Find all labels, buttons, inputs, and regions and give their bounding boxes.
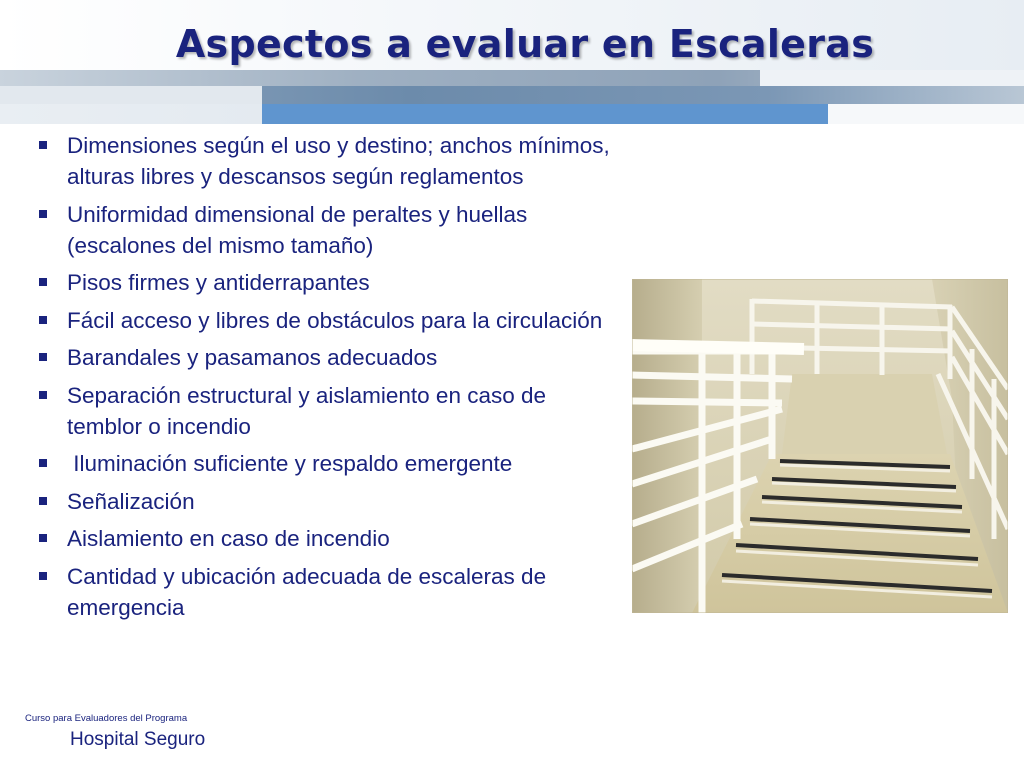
bullet-item	[36, 342, 616, 373]
bullet-item	[36, 380, 616, 442]
bullet-text: Uniformidad dimensional de peraltes y huellas (escalones del mismo tamaño)	[67, 201, 528, 258]
bullet-item	[36, 199, 616, 261]
program-logo	[22, 712, 262, 762]
course-caption: Curso para Evaluadores del Programa	[25, 713, 188, 724]
square-bullet-icon	[39, 353, 47, 361]
square-bullet-icon	[39, 534, 47, 542]
bullet-text: Separación estructural y aislamiento en caso de temblor o incendio	[67, 382, 547, 439]
banner-accent-bar	[262, 104, 828, 124]
square-bullet-icon	[39, 459, 47, 467]
bullet-item	[36, 486, 616, 517]
bullet-item	[36, 267, 616, 298]
square-bullet-icon	[39, 141, 47, 149]
bullet-text: Fácil acceso y libres de obstáculos para la circulación	[67, 307, 603, 333]
bullet-text: Barandales y pasamanos adecuados	[67, 345, 438, 370]
bullet-list	[36, 130, 616, 629]
square-bullet-icon	[39, 572, 47, 580]
square-bullet-icon	[39, 497, 47, 505]
square-bullet-icon	[39, 316, 47, 324]
bullet-item	[36, 523, 616, 554]
bullet-item	[36, 305, 616, 336]
slide-title: Aspectos a evaluar en Escaleras	[175, 22, 875, 66]
bullet-text: Cantidad y ubicación adecuada de escaleras de emergencia	[67, 563, 547, 620]
staircase-photo	[632, 279, 1008, 613]
program-name: Hospital Seguro	[70, 729, 206, 750]
bullet-text: Iluminación suficiente y respaldo emergente	[67, 451, 513, 476]
bullet-text: Señalización	[67, 488, 195, 514]
bullet-text: Aislamiento en caso de incendio	[67, 526, 390, 551]
bullet-item	[36, 448, 616, 479]
square-bullet-icon	[39, 391, 47, 399]
bullet-text: Pisos firmes y antiderrapantes	[67, 270, 370, 295]
square-bullet-icon	[39, 210, 47, 218]
bullet-item	[36, 561, 616, 623]
bullet-text: Dimensiones según el uso y destino; anchos mínimos, alturas libres y descansos según reglamentos	[67, 133, 610, 189]
bullet-item	[36, 130, 616, 192]
square-bullet-icon	[39, 278, 47, 286]
